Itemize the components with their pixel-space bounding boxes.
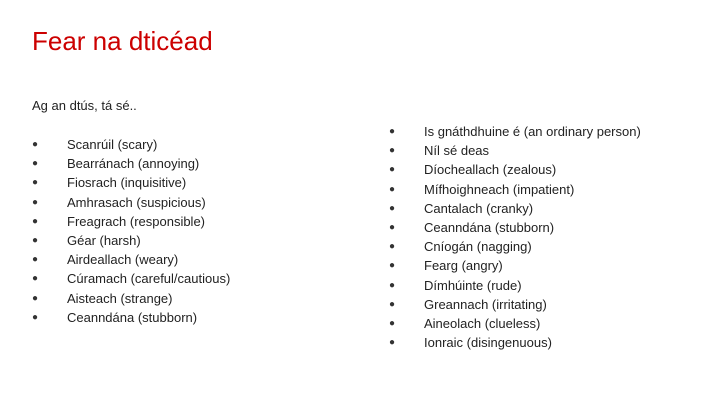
left-bullet-list (32, 135, 230, 327)
bullet-icon: ● (389, 298, 396, 310)
list-item-label: Is gnáthdhuine é (an ordinary person) (424, 124, 641, 139)
bullet-icon: ● (32, 292, 39, 304)
list-item (389, 314, 641, 333)
bullet-icon: ● (32, 215, 39, 227)
list-item-label: Dímhúinte (rude) (424, 277, 522, 293)
list-item-label: Amhrasach (suspicious) (67, 194, 206, 210)
list-item (389, 122, 641, 141)
list-item (389, 141, 641, 160)
bullet-icon: ● (32, 158, 39, 170)
list-item (389, 237, 641, 256)
intro-text: Ag an dtús, tá sé.. (32, 98, 137, 113)
list-item-label: Mífhoighneach (impatient) (424, 181, 575, 197)
list-item-label: Greannach (irritating) (424, 296, 547, 312)
bullet-icon: ● (32, 177, 39, 189)
list-item-label: Géar (harsh) (67, 232, 141, 248)
bullet-icon: ● (389, 317, 396, 329)
list-item-label: Díocheallach (zealous) (424, 162, 557, 178)
list-item (389, 218, 641, 237)
bullet-icon: ● (389, 241, 396, 253)
slide-title: Fear na dticéad (32, 26, 213, 56)
list-item-label: Aineolach (clueless) (424, 315, 541, 331)
bullet-icon: ● (389, 164, 396, 176)
bullet-icon: ● (389, 145, 396, 157)
list-item-label: Airdeallach (weary) (67, 252, 179, 268)
list-item (32, 231, 230, 250)
right-bullet-list (389, 122, 641, 352)
list-item-label: Ceanndána (stubborn) (67, 309, 198, 325)
list-item-label: Scanrúil (scary) (67, 137, 158, 152)
bullet-icon: ● (32, 273, 39, 285)
list-item (389, 160, 641, 179)
bullet-icon: ● (32, 196, 39, 208)
bullet-icon: ● (32, 139, 39, 150)
list-item (32, 289, 230, 308)
list-item (32, 250, 230, 269)
list-item (389, 180, 641, 199)
list-item (389, 276, 641, 295)
list-item (32, 212, 230, 231)
list-item-label: Cantalach (cranky) (424, 200, 534, 216)
list-item (32, 269, 230, 288)
list-item-label: Freagrach (responsible) (67, 213, 206, 229)
bullet-icon: ● (389, 337, 396, 349)
bullet-icon: ● (389, 126, 396, 137)
bullet-icon: ● (389, 279, 396, 291)
bullet-icon: ● (389, 202, 396, 214)
list-item-label: Cníogán (nagging) (424, 239, 532, 255)
bullet-icon: ● (32, 234, 39, 246)
list-item-label: Aisteach (strange) (67, 290, 173, 306)
list-item (389, 295, 641, 314)
bullet-icon: ● (32, 254, 39, 266)
list-item (389, 199, 641, 218)
list-item-label: Bearránach (annoying) (67, 156, 200, 172)
list-item (32, 308, 230, 327)
list-item (389, 256, 641, 275)
list-item (32, 193, 230, 212)
list-item (389, 333, 641, 352)
bullet-icon: ● (389, 221, 396, 233)
list-item (32, 135, 230, 154)
list-item (32, 154, 230, 173)
list-item-label: Cúramach (careful/cautious) (67, 271, 231, 287)
list-item-label: Ceanndána (stubborn) (424, 219, 555, 235)
list-item-label: Fiosrach (inquisitive) (67, 175, 187, 191)
list-item (32, 173, 230, 192)
bullet-icon: ● (389, 183, 396, 195)
list-item-label: Ionraic (disingenuous) (424, 335, 552, 351)
list-item-label: Níl sé deas (424, 143, 490, 159)
list-item-label: Fearg (angry) (424, 258, 503, 274)
bullet-icon: ● (32, 311, 39, 323)
bullet-icon: ● (389, 260, 396, 272)
